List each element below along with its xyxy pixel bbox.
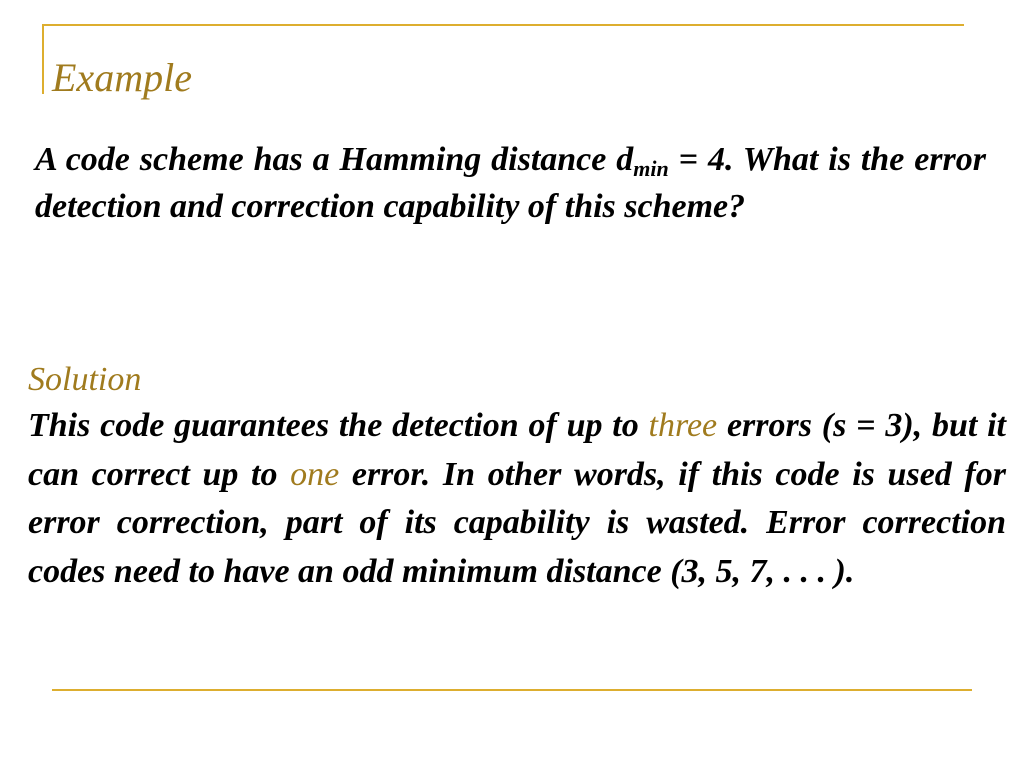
top-horizontal-rule — [42, 24, 964, 26]
slide-title: Example — [52, 55, 192, 100]
question-text-start: A code scheme has a Hamming distance d — [35, 141, 634, 178]
solution-text-part-2: errors (s = 3), but it can correct up to — [28, 407, 1007, 493]
dmin-subscript: min — [633, 156, 669, 181]
solution-text-part-1: This code guarantees the detection of up to — [28, 407, 649, 444]
solution-paragraph — [28, 402, 1006, 596]
highlight-three: three — [648, 407, 718, 444]
highlight-one: one — [290, 455, 340, 493]
question-text-end: = 4. What is the error detection and correction capability of this scheme? — [35, 141, 986, 225]
question-paragraph — [35, 136, 986, 230]
top-vertical-rule — [42, 24, 44, 94]
solution-heading: Solution — [28, 361, 142, 398]
bottom-horizontal-rule — [52, 689, 972, 691]
solution-text-part-3: error. In other words, if this code is used for error correction, part of its capability is wasted. Error correction codes need to have an odd minimum distance (3, 5, 7, . . . ). — [28, 455, 1006, 590]
